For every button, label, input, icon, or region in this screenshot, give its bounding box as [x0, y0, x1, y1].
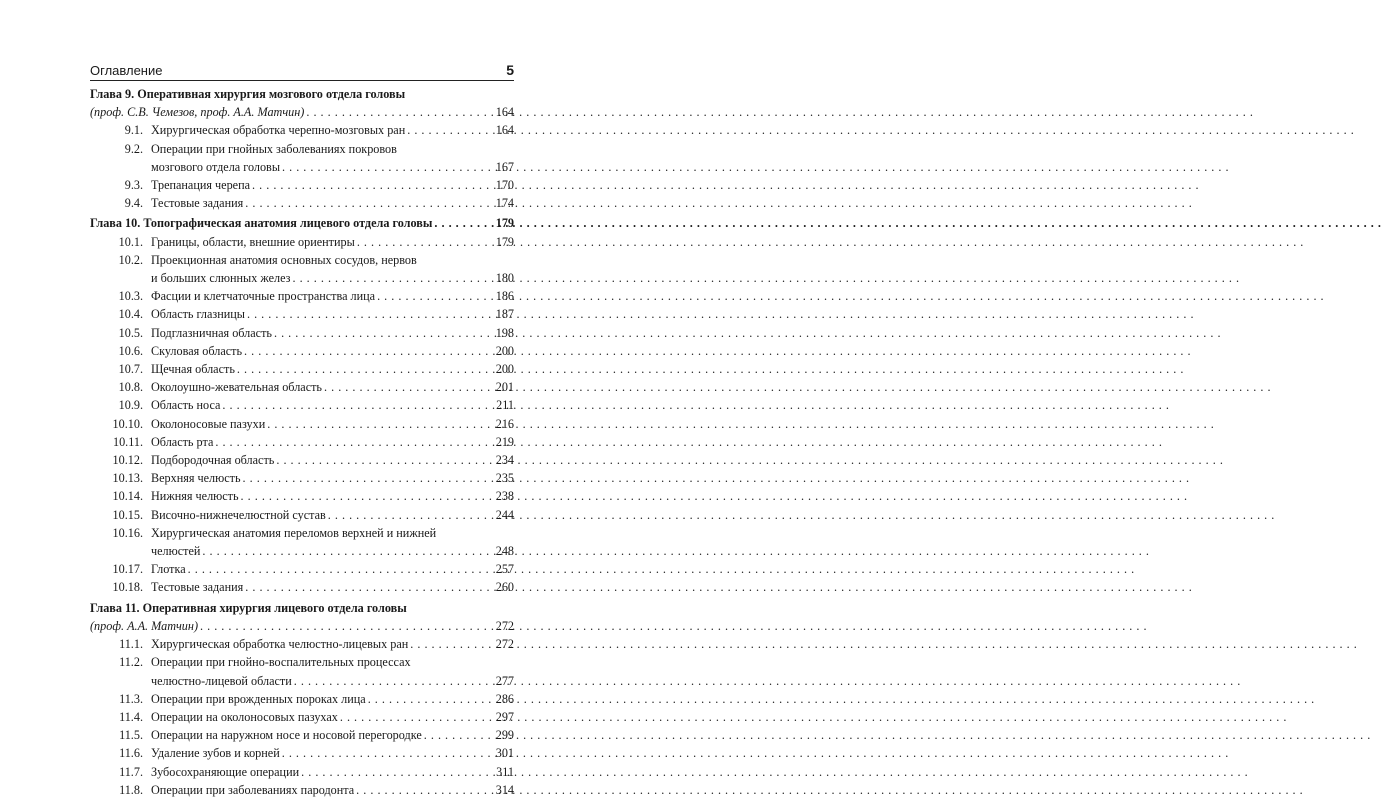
section-title: Зубосохраняющие операции: [151, 764, 300, 779]
section-title: и больших слюнных желез: [151, 271, 291, 286]
toc-page: [90, 60, 514, 799]
chapter-title-line: [90, 599, 514, 617]
section-number: 11.7.: [119, 764, 143, 779]
chapter-page: 164: [495, 105, 514, 120]
section-number: 10.12.: [112, 453, 143, 468]
dot-leader: [222, 396, 494, 414]
dot-leader: [200, 617, 494, 635]
section-title: Тестовые задания: [151, 196, 244, 211]
section-title: Подглазничная область: [151, 325, 272, 340]
section-page: 314: [495, 782, 514, 797]
dot-leader: [247, 305, 494, 323]
section-number: 10.6.: [118, 343, 143, 358]
dot-leader: [357, 233, 494, 251]
toc-entry: [90, 251, 514, 269]
toc-entry: [90, 672, 514, 690]
section-page: 299: [495, 728, 514, 743]
section-number: 10.16.: [112, 525, 143, 540]
toc-entry: [90, 360, 514, 378]
section-title: Хирургическая обработка челюстно-лицевых ран: [151, 637, 409, 652]
section-number: 10.13.: [112, 471, 143, 486]
section-number: 10.8.: [118, 380, 143, 395]
toc-entry: [90, 744, 514, 762]
dot-leader: [324, 378, 494, 396]
section-page: 260: [495, 580, 514, 595]
section-number: 11.8.: [119, 782, 143, 797]
toc-entry: [90, 342, 514, 360]
section-number: 10.15.: [112, 507, 143, 522]
section-title: Околоушно-жевательная область: [151, 380, 322, 395]
dot-leader: [282, 744, 494, 762]
section-title: Область рта: [151, 434, 214, 449]
section-title: Операции на околоносовых пазухах: [151, 709, 338, 724]
section-page: 277: [495, 673, 514, 688]
section-page: 200: [495, 343, 514, 358]
toc-entry: [90, 726, 514, 744]
dot-leader: [282, 158, 494, 176]
section-title: Хирургическая обработка черепно-мозговых ран: [151, 123, 406, 138]
page-number: 5: [506, 62, 514, 78]
section-number: 10.14.: [112, 489, 143, 504]
section-page: 286: [495, 691, 514, 706]
toc-entry: [90, 233, 514, 251]
dot-leader: [274, 324, 494, 342]
dot-leader: [276, 451, 493, 469]
dot-leader: [377, 287, 494, 305]
section-title: Подбородочная область: [151, 453, 275, 468]
section-title: Операции при гнойных заболеваниях покровов: [151, 141, 397, 156]
section-page: 248: [495, 544, 514, 559]
toc-entry: [90, 158, 514, 176]
section-number: 10.4.: [118, 307, 143, 322]
section-number: 10.11.: [112, 434, 143, 449]
section-page: 257: [495, 562, 514, 577]
table-of-contents: [90, 85, 514, 799]
dot-leader: [292, 269, 493, 287]
dot-leader: [410, 635, 493, 653]
section-title: челюстно-лицевой области: [151, 673, 292, 688]
chapter-page: 179: [495, 216, 514, 231]
toc-entry: [90, 194, 514, 212]
section-page: 219: [495, 434, 514, 449]
section-number: 10.5.: [118, 325, 143, 340]
dot-leader: [243, 469, 494, 487]
section-number: 11.6.: [119, 746, 143, 761]
section-page: 272: [495, 637, 514, 652]
section-title: Границы, области, внешние ориентиры: [151, 234, 355, 249]
section-number: 9.2.: [124, 141, 143, 156]
running-header: [90, 60, 514, 81]
chapter-authors-line: [90, 617, 514, 635]
running-header-title: Оглавление: [90, 63, 163, 78]
section-number: 11.1.: [119, 637, 143, 652]
toc-entry: [90, 635, 514, 653]
toc-entry: [90, 524, 514, 542]
dot-leader: [356, 781, 494, 799]
toc-entry: [90, 140, 514, 158]
chapter-authors-line: [90, 103, 514, 121]
toc-entry: [90, 305, 514, 323]
toc-entry: [90, 469, 514, 487]
dot-leader: [294, 672, 494, 690]
section-title: Околоносовые пазухи: [151, 416, 266, 431]
toc-entry: [90, 578, 514, 596]
dot-leader: [328, 506, 494, 524]
section-page: 216: [495, 416, 514, 431]
toc-entry: [90, 487, 514, 505]
toc-entry: [90, 542, 514, 560]
section-page: 238: [495, 489, 514, 504]
dot-leader: [306, 103, 493, 121]
dot-leader: [340, 708, 494, 726]
section-number: 10.17.: [112, 562, 143, 577]
toc-entry: [90, 396, 514, 414]
section-page: 211: [496, 398, 514, 413]
toc-entry: [90, 176, 514, 194]
section-page: 234: [495, 453, 514, 468]
section-number: 11.5.: [119, 728, 143, 743]
section-page: 198: [495, 325, 514, 340]
dot-leader: [244, 342, 494, 360]
section-title: Глотка: [151, 562, 186, 577]
dot-leader: [434, 214, 493, 232]
dot-leader: [237, 360, 494, 378]
toc-entry: [90, 324, 514, 342]
section-title: Операции при заболеваниях пародонта: [151, 782, 355, 797]
section-page: 235: [495, 471, 514, 486]
toc-entry: [90, 415, 514, 433]
chapter-title: Глава 10. Топографическая анатомия лицевого отдела головы: [90, 216, 433, 231]
section-title: Трепанация черепа: [151, 178, 251, 193]
section-title: Операции при врожденных пороках лица: [151, 691, 366, 706]
section-page: 301: [495, 746, 514, 761]
section-title: Операции при гнойно-воспалительных процессах: [151, 655, 411, 670]
dot-leader: [368, 690, 494, 708]
toc-entry: [90, 287, 514, 305]
toc-entry: [90, 560, 514, 578]
section-title: Область глазницы: [151, 307, 245, 322]
section-page: 180: [495, 271, 514, 286]
section-page: 174: [495, 196, 514, 211]
toc-entry: [90, 708, 514, 726]
section-page: 311: [496, 764, 514, 779]
section-number: 11.2.: [119, 655, 143, 670]
toc-entry: [90, 378, 514, 396]
toc-entry: [90, 781, 514, 799]
section-page: 170: [495, 178, 514, 193]
dot-leader: [245, 578, 493, 596]
chapter-title: Глава 9. Оперативная хирургия мозгового отдела головы: [90, 87, 406, 101]
section-page: 187: [495, 307, 514, 322]
section-title: Проекционная анатомия основных сосудов, нервов: [151, 252, 417, 267]
dot-leader: [202, 542, 493, 560]
section-title: Тестовые задания: [151, 580, 244, 595]
toc-entry: [90, 690, 514, 708]
section-page: 297: [495, 709, 514, 724]
section-title: Височно-нижнечелюстной сустав: [151, 507, 326, 522]
section-title: Скуловая область: [151, 343, 243, 358]
toc-entry: [90, 506, 514, 524]
dot-leader: [252, 176, 494, 194]
toc-entry: [90, 763, 514, 781]
section-number: 11.4.: [119, 709, 143, 724]
dot-leader: [245, 194, 493, 212]
section-number: 10.3.: [118, 289, 143, 304]
section-title: Операции на наружном носе и носовой перегородке: [151, 728, 422, 743]
section-title: Хирургическая анатомия переломов верхней и нижней: [151, 525, 437, 540]
section-number: 10.9.: [118, 398, 143, 413]
section-page: 164: [495, 123, 514, 138]
section-number: 10.2.: [118, 252, 143, 267]
chapter-authors: (проф. А.А. Матчин): [90, 618, 199, 633]
section-title: Удаление зубов и корней: [151, 746, 280, 761]
toc-entry: [90, 433, 514, 451]
toc-entry: [90, 451, 514, 469]
section-number: 10.18.: [112, 580, 143, 595]
toc-entry: [90, 269, 514, 287]
dot-leader: [267, 415, 493, 433]
dot-leader: [407, 121, 493, 139]
section-page: 200: [495, 362, 514, 377]
dot-leader: [301, 763, 494, 781]
section-page: 167: [495, 159, 514, 174]
toc-entry: [90, 653, 514, 671]
section-page: 186: [495, 289, 514, 304]
dot-leader: [424, 726, 494, 744]
dot-leader: [241, 487, 494, 505]
section-title: Область носа: [151, 398, 221, 413]
section-page: 201: [495, 380, 514, 395]
chapter-title-line: [90, 214, 514, 232]
section-page: 244: [495, 507, 514, 522]
section-number: 9.1.: [124, 123, 143, 138]
section-title: Щечная область: [151, 362, 235, 377]
chapter-title: Глава 11. Оперативная хирургия лицевого отдела головы: [90, 600, 407, 615]
section-number: 11.3.: [119, 691, 143, 706]
chapter-page: 272: [495, 618, 514, 633]
section-number: 10.1.: [118, 234, 143, 249]
section-title: Верхняя челюсть: [151, 471, 241, 486]
section-number: 10.10.: [112, 416, 143, 431]
dot-leader: [215, 433, 493, 451]
section-number: 10.7.: [118, 362, 143, 377]
chapter-title-line: [90, 85, 514, 103]
section-title: челюстей: [151, 544, 201, 559]
chapter-authors: (проф. С.В. Чемезов, проф. А.А. Матчин): [90, 105, 305, 120]
dot-leader: [188, 560, 494, 578]
section-number: 9.3.: [124, 178, 143, 193]
section-title: Фасции и клетчаточные пространства лица: [151, 289, 376, 304]
section-title: Нижняя челюсть: [151, 489, 239, 504]
section-page: 179: [495, 234, 514, 249]
section-title: мозгового отдела головы: [151, 159, 281, 174]
section-number: 9.4.: [124, 196, 143, 211]
toc-entry: [90, 121, 514, 139]
